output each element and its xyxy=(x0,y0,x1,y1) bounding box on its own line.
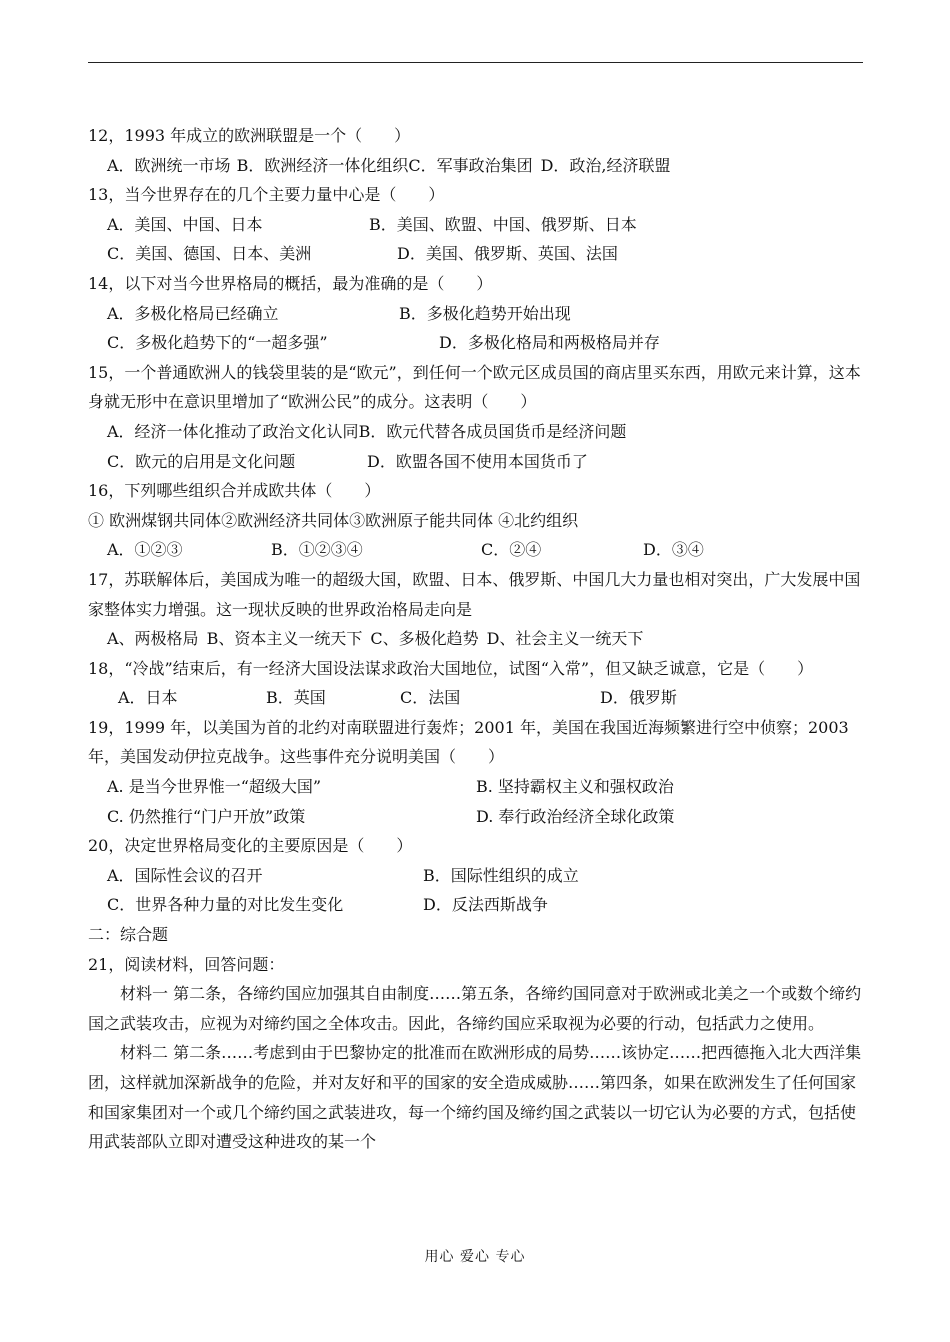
q12-option-a: A．欧洲统一市场 xyxy=(107,155,231,175)
question-12-stem: 12，1993 年成立的欧洲联盟是一个（ ） xyxy=(88,126,411,145)
question-17-options xyxy=(88,624,868,654)
question-21-material-1: 材料一 第二条，各缔约国应加强其自由制度……第五条，各缔约国同意对于欧洲或北美之一个或数个缔约国之武装攻击，应视为对缔约国之全体攻击。因此，各缔约国应采取视为必要的行动，包括武力之使用。 xyxy=(88,984,862,1033)
q17-option-b: B、资本主义一统天下 xyxy=(206,629,363,649)
q20-option-b: B．国际性组织的成立 xyxy=(423,865,579,885)
question-16-options xyxy=(88,535,868,565)
question-13-stem: 13，当今世界存在的几个主要力量中心是（ ） xyxy=(88,185,445,205)
q14-option-c: C．多极化趋势下的“一超多强” xyxy=(107,333,328,353)
q19-option-d: D. 奉行政治经济全球化政策 xyxy=(476,806,675,826)
q16-option-b: B．①②③④ xyxy=(271,540,363,560)
q18-option-d: D．俄罗斯 xyxy=(600,688,677,708)
question-13-options-row1 xyxy=(88,210,868,240)
q13-option-d: D．美国、俄罗斯、英国、法国 xyxy=(397,244,618,264)
q20-option-a: A．国际性会议的召开 xyxy=(107,865,263,885)
q16-option-c: C．②④ xyxy=(481,540,542,560)
question-19-stem: 19，1999 年，以美国为首的北约对南联盟进行轰炸；2001 年，美国在我国近海频繁进行空中侦察；2003 年，美国发动伊拉克战争。这些事件充分说明美国（ ） xyxy=(88,717,849,767)
question-21-stem: 21，阅读材料，回答问题： xyxy=(88,954,285,974)
q18-option-a: A．日本 xyxy=(118,688,178,708)
q15-option-b: B．欧元代替各成员国货币是经济问题 xyxy=(358,421,627,441)
question-15-options-row2 xyxy=(88,447,868,477)
question-14-options-row1 xyxy=(88,299,868,329)
q20-option-c: C．世界各种力量的对比发生变化 xyxy=(107,895,344,915)
q19-option-b: B. 坚持霸权主义和强权政治 xyxy=(476,777,674,797)
page-footer: 用心 爱心 专心 xyxy=(424,1249,526,1265)
q17-option-d: D、社会主义一统天下 xyxy=(486,629,644,649)
q12-option-d: D．政治,经济联盟 xyxy=(540,155,671,175)
question-16-stem: 16，下列哪些组织合并成欧共体（ ） xyxy=(88,481,381,501)
question-12-options xyxy=(88,151,868,181)
question-15-options-row1 xyxy=(88,417,868,447)
question-18-options xyxy=(88,683,868,713)
question-18-stem: 18，“冷战”结束后，有一经济大国设法谋求政治大国地位，试图“入常”，但又缺乏诚意，它是（ ） xyxy=(88,658,814,678)
q13-option-c: C．美国、德国、日本、美洲 xyxy=(107,244,312,264)
q18-option-c: C．法国 xyxy=(400,688,461,708)
q14-option-a: A．多极化格局已经确立 xyxy=(107,303,279,323)
q12-option-b: B．欧洲经济一体化组织 xyxy=(236,155,409,175)
q18-option-b: B．英国 xyxy=(266,688,326,708)
q16-option-a: A．①②③ xyxy=(107,540,183,560)
question-16-items: ① 欧洲煤钢共同体②欧洲经济共同体③欧洲原子能共同体 ④北约组织 xyxy=(88,510,579,530)
question-20-stem: 20，决定世界格局变化的主要原因是（ ） xyxy=(88,836,413,856)
question-20-options-row2 xyxy=(88,890,868,920)
section-heading: 二：综合题 xyxy=(88,925,169,945)
q17-option-c: C、多极化趋势 xyxy=(370,629,479,649)
question-20-options-row1 xyxy=(88,861,868,891)
question-21-material-2: 材料二 第二条……考虑到由于巴黎协定的批准而在欧洲形成的局势……该协定……把西德拖入北大西洋集团，这样就加深新战争的危险，并对友好和平的国家的安全造成威胁……第四条，如果在欧洲发生了任何国家和国家集团对一个或几个缔约国之武装进攻，每一个缔约国及缔约国之武装以一切它认为必要的方式，包括使用武装部队立即对遭受这种进攻的某一个 xyxy=(88,1043,862,1152)
q13-option-a: A．美国、中国、日本 xyxy=(107,214,263,234)
q19-option-a: A. 是当今世界惟一“超级大国” xyxy=(107,777,322,797)
q20-option-d: D．反法西斯战争 xyxy=(423,895,548,915)
question-19-options-row2 xyxy=(88,802,868,832)
q14-option-d: D．多极化格局和两极格局并存 xyxy=(439,333,660,353)
q14-option-b: B．多极化趋势开始出现 xyxy=(399,303,571,323)
question-19-options-row1 xyxy=(88,772,868,802)
exam-content xyxy=(88,121,868,1157)
q16-option-d: D．③④ xyxy=(643,540,704,560)
q15-option-c: C．欧元的启用是文化问题 xyxy=(107,451,296,471)
q15-option-a: A．经济一体化推动了政治文化认同 xyxy=(107,421,359,441)
question-14-stem: 14，以下对当今世界格局的概括，最为准确的是（ ） xyxy=(88,273,493,293)
q13-option-b: B．美国、欧盟、中国、俄罗斯、日本 xyxy=(369,214,637,234)
question-14-options-row2 xyxy=(88,328,868,358)
q12-option-c: C．军事政治集团 xyxy=(408,155,533,175)
question-13-options-row2 xyxy=(88,239,868,269)
q15-option-d: D．欧盟各国不使用本国货币了 xyxy=(367,451,588,471)
q19-option-c: C. 仍然推行“门户开放”政策 xyxy=(107,806,306,826)
question-15-stem: 15，一个普通欧洲人的钱袋里装的是“欧元”，到任何一个欧元区成员国的商店里买东西，用欧元来计算，这本身就无形中在意识里增加了“欧洲公民”的成分。这表明（ ） xyxy=(88,362,861,412)
question-17-stem: 17，苏联解体后，美国成为唯一的超级大国，欧盟、日本、俄罗斯、中国几大力量也相对突出，广大发展中国家整体实力增强。这一现状反映的世界政治格局走向是 xyxy=(88,569,861,619)
header-rule xyxy=(88,62,863,63)
q17-option-a: A、两极格局 xyxy=(107,629,199,649)
